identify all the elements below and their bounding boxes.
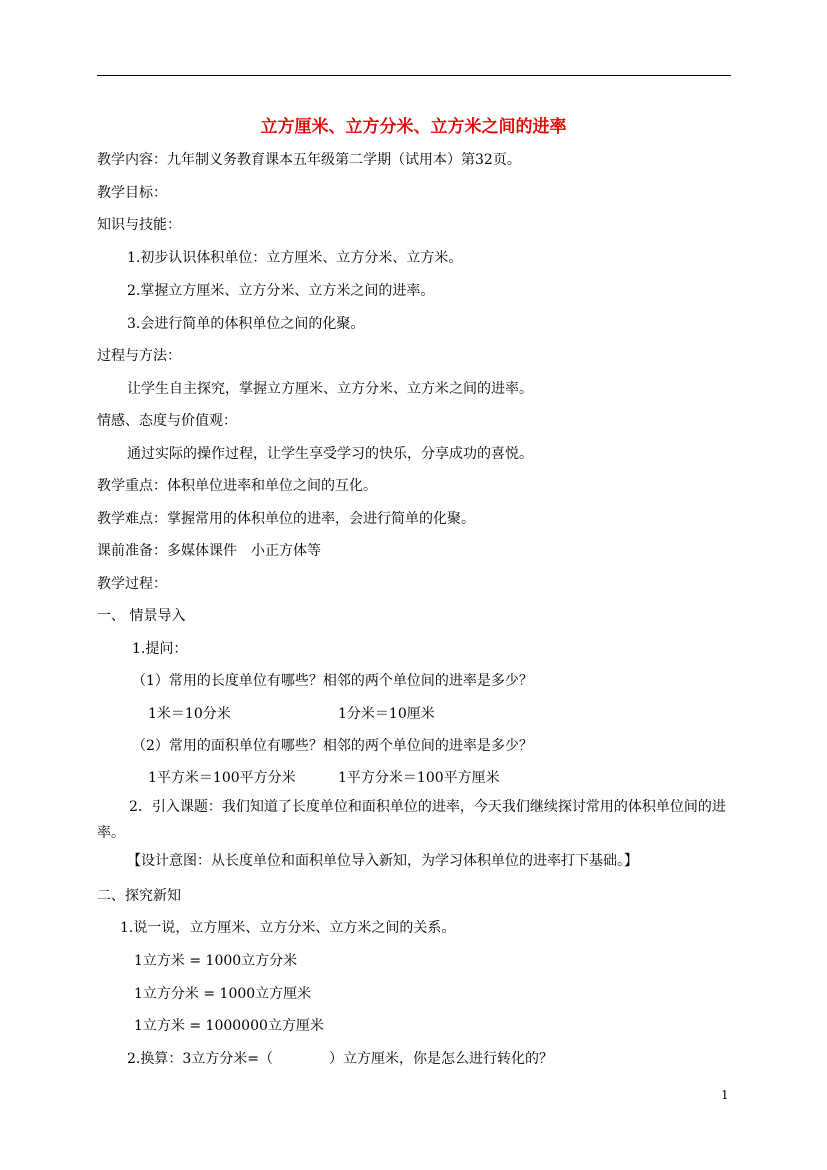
section-1-heading: 一、 情景导入 [97,608,186,624]
teaching-goals-heading: 教学目标： [97,185,167,201]
page-number: 1 [721,1088,729,1102]
introduce-topic: 2．引入课题：我们知道了长度单位和面积单位的进率，今天我们继续探讨常用的体积单位间的进率。 [97,799,726,841]
teaching-content: 教学内容：九年制义务教育课本五年级第二学期（试用本）第32页。 [97,152,521,168]
question-2: （2）常用的面积单位有哪些？相邻的两个单位间的进率是多少？ [132,738,533,754]
emotion-item: 通过实际的操作过程，让学生享受学习的快乐，分享成功的喜悦。 [127,446,533,462]
key-point: 教学重点：体积单位进率和单位之间的互化。 [97,478,377,494]
process-item: 让学生自主探究，掌握立方厘米、立方分米、立方米之间的进率。 [127,381,533,397]
difficulty: 教学难点：掌握常用的体积单位的进率，会进行简单的化聚。 [97,511,475,527]
question-1-answer-b: 1分米＝10厘米 [338,706,435,722]
header-rule [97,75,731,76]
preparation: 课前准备：多媒体课件 小正方体等 [97,543,321,559]
equation-3: 1立方米 = 1000000立方厘米 [134,1018,324,1034]
section-2-heading: 二、探究新知 [97,888,181,904]
explore-item-1: 1.说一说，立方厘米、立方分米、立方米之间的关系。 [120,920,456,936]
procedure-heading: 教学过程： [97,576,167,592]
question-2-answer-a: 1平方米＝100平方分米 [148,770,296,786]
question-1-answer-a: 1米＝10分米 [148,706,231,722]
conversion-exercise: 2.换算：3立方分米=（ ）立方厘米，你是怎么进行转化的？ [127,1051,553,1067]
knowledge-item-2: 2.掌握立方厘米、立方分米、立方米之间的进率。 [127,283,435,299]
process-heading: 过程与方法： [97,348,181,364]
knowledge-heading: 知识与技能： [97,217,181,233]
equation-1: 1立方米 = 1000立方分米 [134,953,298,969]
question-1: （1）常用的长度单位有哪些？相邻的两个单位间的进率是多少？ [132,673,533,689]
question-label: 1.提问： [132,641,188,657]
knowledge-item-3: 3.会进行简单的体积单位之间的化聚。 [127,316,365,332]
equation-2: 1立方分米 = 1000立方厘米 [134,986,312,1002]
question-2-answer-b: 1平方分米＝100平方厘米 [338,770,500,786]
knowledge-item-1: 1.初步认识体积单位：立方厘米、立方分米、立方米。 [127,250,463,266]
document-title: 立方厘米、立方分米、立方米之间的进率 [260,117,567,137]
design-intent: 【设计意图：从长度单位和面积单位导入新知，为学习体积单位的进率打下基础。】 [127,853,638,869]
emotion-heading: 情感、态度与价值观： [97,413,237,429]
